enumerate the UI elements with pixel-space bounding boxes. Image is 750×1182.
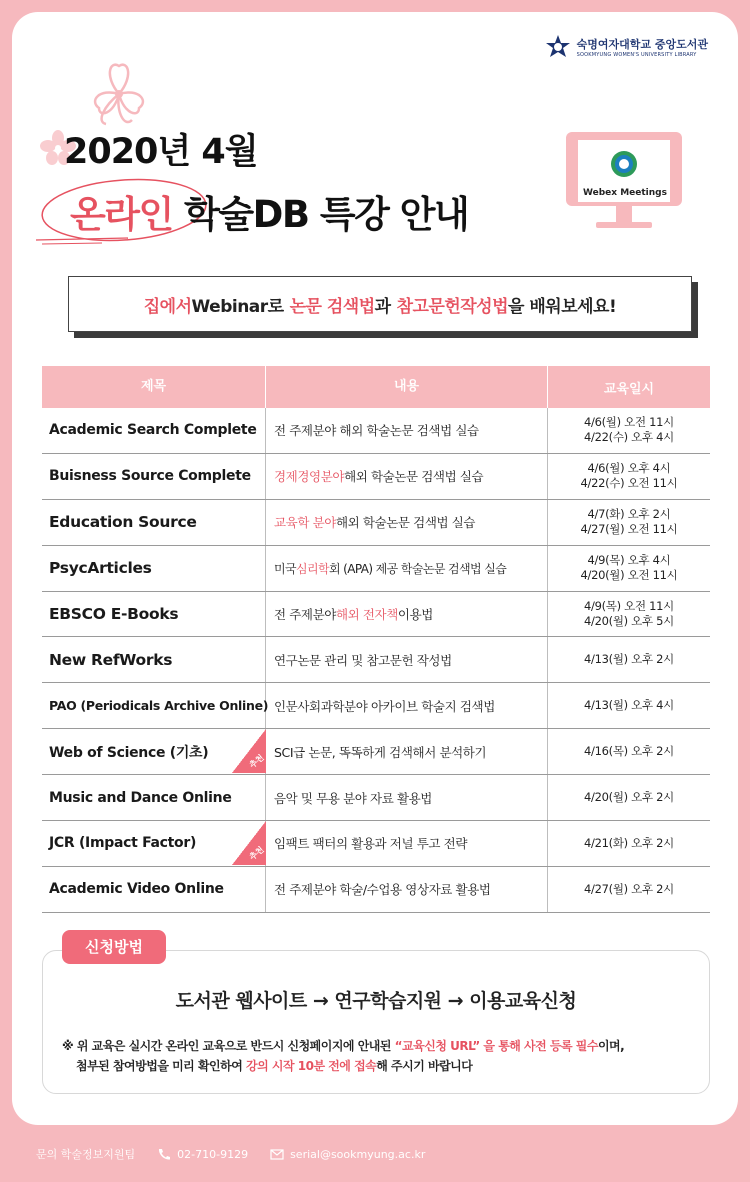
table-row — [42, 454, 710, 500]
table-row — [42, 637, 710, 683]
course-dates: 4/13(월) 오후 4시 — [584, 698, 674, 713]
course-content: 미국 심리학 회 (APA) 제공 학술논문 검색법 실습 — [266, 546, 548, 591]
logo-english-text: SOOKMYUNG WOMEN'S UNIVERSITY LIBRARY — [576, 52, 697, 58]
table-row — [42, 408, 710, 454]
course-content: 교육학 분야 해외 학술논문 검색법 실습 — [266, 500, 548, 545]
apply-method-label: 신청방법 — [62, 930, 166, 964]
course-dates: 4/6(월) 오전 11시 4/22(수) 오후 4시 — [584, 415, 674, 445]
table-row — [42, 729, 710, 775]
course-title: PAO (Periodicals Archive Online) — [42, 683, 266, 728]
poster-card — [12, 12, 738, 1125]
contact-label: 문의 학술정보지원팀 — [36, 1148, 136, 1161]
course-content: 전 주제분야 해외 학술논문 검색법 실습 — [266, 408, 548, 453]
footer-contact — [36, 1146, 425, 1162]
course-content: 임팩트 팩터의 활용과 저널 투고 전략 — [266, 821, 548, 866]
course-title: Academic Search Complete — [42, 408, 266, 453]
title-main — [70, 184, 468, 238]
banner-text-2: Webinar로 — [191, 296, 284, 317]
course-dates: 4/20(월) 오후 2시 — [584, 790, 674, 805]
course-dates: 4/6(월) 오후 4시 4/22(수) 오전 11시 — [580, 461, 678, 491]
table-row — [42, 683, 710, 729]
header-title: 제목 — [42, 366, 266, 408]
course-content: 연구논문 관리 및 참고문헌 작성법 — [266, 637, 548, 682]
university-seal-icon — [545, 34, 571, 60]
table-row — [42, 546, 710, 592]
banner-text-5: 참고문헌작성법 — [396, 296, 509, 317]
course-title: Music and Dance Online — [42, 775, 266, 820]
course-title: New RefWorks — [42, 637, 266, 682]
table-row — [42, 867, 710, 913]
title-rest: 학술DB 특강 안내 — [184, 193, 469, 236]
title-date: 2020년 4월 — [64, 132, 258, 172]
course-content: 인문사회과학분야 아카이브 학술지 검색법 — [266, 683, 548, 728]
course-dates: 4/21(화) 오후 2시 — [584, 835, 674, 850]
recommend-tag: 추천 — [232, 729, 266, 773]
course-content: 음악 및 무용 분야 자료 활용법 — [266, 775, 548, 820]
header-date: 교육일시 — [603, 381, 655, 397]
course-title: JCR (Impact Factor) — [42, 821, 266, 866]
contact-phone[interactable]: 02-710-9129 — [177, 1147, 249, 1161]
table-row — [42, 775, 710, 821]
header-content: 내용 — [266, 366, 548, 408]
banner-text-4: 과 — [374, 296, 391, 317]
course-dates: 4/9(목) 오전 11시 4/20(월) 오후 5시 — [584, 599, 674, 628]
apply-note-line2: 첨부된 참여방법을 미리 확인하여 강의 시작 10분 전에 접속해 주시기 바랍니다 — [76, 1059, 473, 1073]
table-header — [42, 366, 710, 408]
course-content: 전 주제분야 학술/수업용 영상자료 활용법 — [266, 867, 548, 912]
title-highlight: 온라인 — [70, 193, 173, 236]
course-content: SCI급 논문, 똑똑하게 검색해서 분석하기 — [266, 729, 548, 774]
schedule-table — [42, 366, 710, 913]
banner-text-6: 을 배워보세요! — [508, 296, 617, 317]
course-title: Academic Video Online — [42, 867, 266, 912]
course-title: PsycArticles — [42, 546, 266, 591]
course-title: EBSCO E-Books — [42, 592, 266, 637]
course-dates: 4/16(목) 오후 2시 — [584, 744, 674, 759]
intro-banner — [68, 276, 692, 332]
logo-korean-text: 숙명여자대학교 중앙도서관 — [576, 38, 708, 51]
recommend-tag: 추천 — [232, 821, 266, 865]
course-dates: 4/27(월) 오후 2시 — [584, 881, 674, 896]
course-title: Buisness Source Complete — [42, 454, 266, 499]
phone-icon — [157, 1148, 171, 1160]
course-dates: 4/9(목) 오후 4시 4/20(월) 오전 11시 — [580, 553, 678, 583]
apply-route: 도서관 웹사이트 → 연구학습지원 → 이용교육신청 — [175, 990, 577, 1012]
banner-text-3: 논문 검색법 — [289, 296, 375, 317]
course-dates: 4/7(화) 오후 2시 4/27(월) 오전 11시 — [580, 507, 678, 537]
table-row — [42, 821, 710, 867]
apply-note-line1: ※ 위 교육은 실시간 온라인 교육으로 반드시 신청페이지에 안내된 “교육신청 URL” 을 통해 사전 등록 필수이며, — [62, 1039, 625, 1053]
contact-email[interactable]: serial@sookmyung.ac.kr — [290, 1147, 426, 1161]
course-title: Web of Science (기초) — [42, 729, 266, 774]
monitor-icon — [564, 130, 684, 234]
table-row — [42, 500, 710, 546]
webex-label: Webex Meetings — [583, 188, 667, 198]
library-logo[interactable] — [545, 34, 708, 60]
banner-text-1: 집에서 — [143, 296, 192, 317]
table-row — [42, 592, 710, 638]
course-title: Education Source — [42, 500, 266, 545]
course-content: 경제경영분야 해외 학술논문 검색법 실습 — [266, 454, 548, 499]
course-dates: 4/13(월) 오후 2시 — [584, 652, 674, 667]
course-content: 전 주제분야 해외 전자책 이용법 — [266, 592, 548, 637]
mail-icon — [270, 1148, 284, 1160]
